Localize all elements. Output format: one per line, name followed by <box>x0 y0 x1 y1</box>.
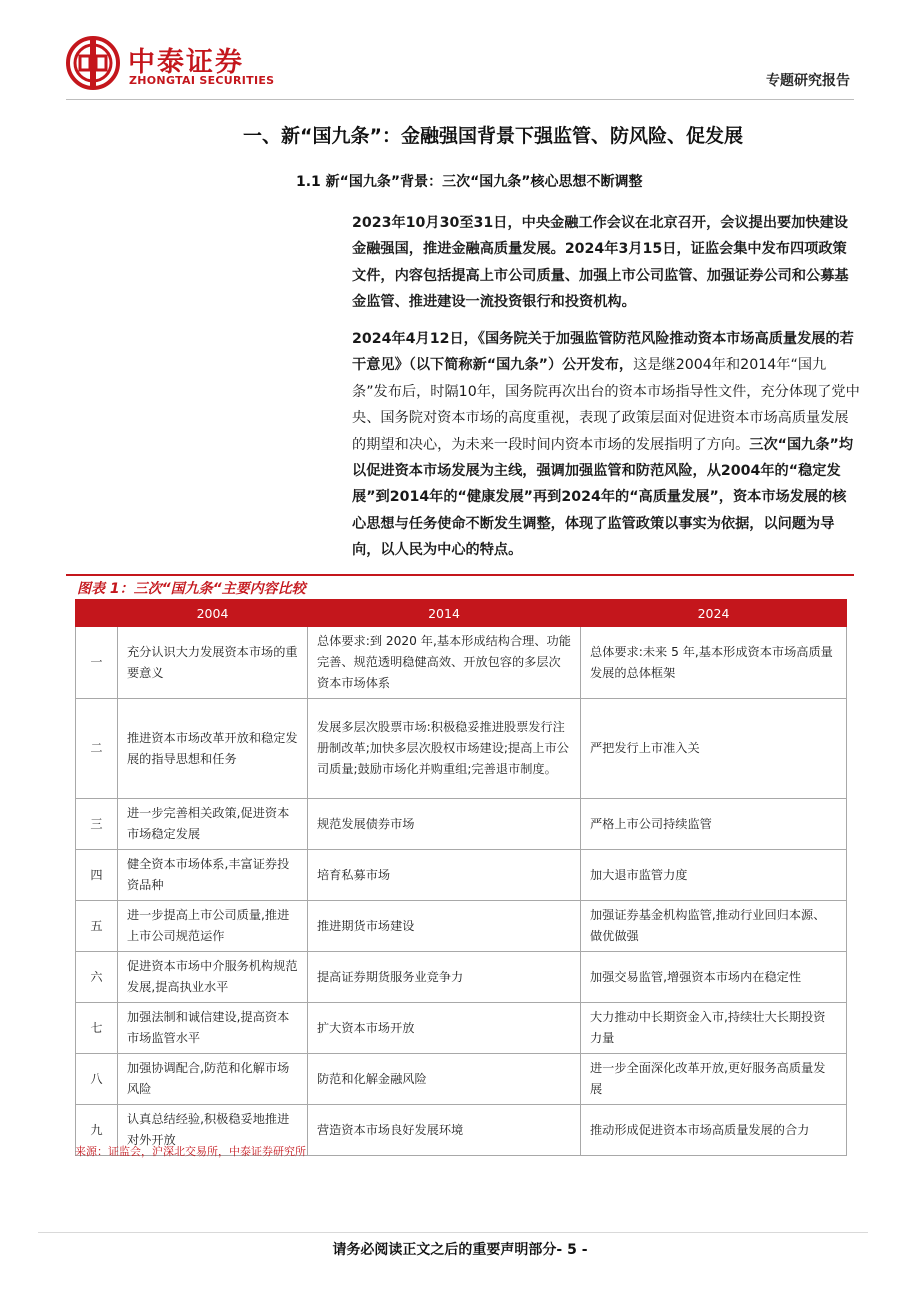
cell-2014: 扩大资本市场开放 <box>308 1003 581 1054</box>
report-type-label: 专题研究报告 <box>766 73 850 89</box>
column-header-2004: 2004 <box>118 600 308 627</box>
cell-2014: 推进期货市场建设 <box>308 901 581 952</box>
cell-2004: 进一步完善相关政策,促进资本市场稳定发展 <box>118 799 308 850</box>
zhongtai-logo-icon <box>66 36 120 90</box>
table-row <box>76 850 847 901</box>
table-row <box>76 1054 847 1105</box>
cell-2024: 总体要求:未来 5 年,基本形成资本市场高质量发展的总体框架 <box>581 627 847 699</box>
row-number: 四 <box>76 850 118 901</box>
column-header-index <box>76 600 118 627</box>
column-header-2024: 2024 <box>581 600 847 627</box>
figure-source: 来源：证监会，沪深北交易所，中泰证券研究所 <box>75 1145 306 1158</box>
row-number: 六 <box>76 952 118 1003</box>
table-row <box>76 699 847 799</box>
cell-2024: 加强证券基金机构监管,推动行业回归本源、做优做强 <box>581 901 847 952</box>
cell-2014: 发展多层次股票市场:积极稳妥推进股票发行注册制改革;加快多层次股权市场建设;提高上市公司质量;鼓励市场化并购重组;完善退市制度。 <box>308 699 581 799</box>
table-row <box>76 952 847 1003</box>
cell-2004: 充分认识大力发展资本市场的重要意义 <box>118 627 308 699</box>
table-row <box>76 627 847 699</box>
cell-2014: 规范发展债券市场 <box>308 799 581 850</box>
row-number: 五 <box>76 901 118 952</box>
cell-2014: 提高证券期货服务业竞争力 <box>308 952 581 1003</box>
paragraph-2-lead: 2024年4月12日，《国务院关于加强监管防范风险推动资本市场高质量发展的若干意见》（以下简称新“国九条”）公开发布， <box>352 331 854 374</box>
table-row <box>76 1003 847 1054</box>
logo-chinese-name: 中泰证券 <box>128 47 244 78</box>
cell-2024: 推动形成促进资本市场高质量发展的合力 <box>581 1105 847 1156</box>
cell-2004: 加强法制和诚信建设,提高资本市场监管水平 <box>118 1003 308 1054</box>
comparison-table <box>75 599 847 1156</box>
section-heading: 一、新“国九条”：金融强国背景下强监管、防风险、促发展 <box>243 125 743 147</box>
row-number: 九 <box>76 1105 118 1156</box>
row-number: 三 <box>76 799 118 850</box>
cell-2024: 加强交易监管,增强资本市场内在稳定性 <box>581 952 847 1003</box>
cell-2004: 推进资本市场改革开放和稳定发展的指导思想和任务 <box>118 699 308 799</box>
cell-2024: 进一步全面深化改革开放,更好服务高质量发展 <box>581 1054 847 1105</box>
cell-2024: 大力推动中长期资金入市,持续壮大长期投资力量 <box>581 1003 847 1054</box>
cell-2014: 营造资本市场良好发展环境 <box>308 1105 581 1156</box>
page-footer: 请务必阅读正文之后的重要声明部分- 5 - <box>332 1242 588 1258</box>
row-number: 七 <box>76 1003 118 1054</box>
page-header <box>0 0 920 110</box>
row-number: 八 <box>76 1054 118 1105</box>
table-row <box>76 799 847 850</box>
cell-2014: 防范和化解金融风险 <box>308 1054 581 1105</box>
paragraph-2-conclusion: 三次“国九条”均以促进资本市场发展为主线，强调加强监管和防范风险，从2004年的“稳定发展”到2014年的“健康发展”再到2024年的“高质量发展”，资本市场发展的核心思想与任务使命不断发生调整，体现了监管政策以事实为依据，以问题为导向，以人民为中心的特点。 <box>352 436 854 559</box>
cell-2004: 加强协调配合,防范和化解市场风险 <box>118 1054 308 1105</box>
footer-divider <box>38 1232 868 1233</box>
company-logo <box>66 36 276 94</box>
header-divider <box>66 99 854 100</box>
cell-2004: 进一步提高上市公司质量,推进上市公司规范运作 <box>118 901 308 952</box>
column-header-2014: 2014 <box>308 600 581 627</box>
paragraph-2 <box>352 326 860 564</box>
cell-2004: 促进资本市场中介服务机构规范发展,提高执业水平 <box>118 952 308 1003</box>
row-number: 一 <box>76 627 118 699</box>
cell-2004: 健全资本市场体系,丰富证券投资品种 <box>118 850 308 901</box>
cell-2024: 严格上市公司持续监管 <box>581 799 847 850</box>
subsection-heading: 1.1 新“国九条”背景：三次“国九条”核心思想不断调整 <box>296 174 643 190</box>
cell-2014: 培育私募市场 <box>308 850 581 901</box>
table-header-row <box>76 600 847 627</box>
logo-english-name: ZHONGTAI SECURITIES <box>129 74 275 87</box>
figure-title-rule <box>66 574 854 576</box>
cell-2024: 加大退市监管力度 <box>581 850 847 901</box>
paragraph-1: 2023年10月30至31日，中央金融工作会议在北京召开，会议提出要加快建设金融强国，推进金融高质量发展。2024年3月15日，证监会集中发布四项政策文件，内容包括提高上市公司质量、加强上市公司监管、加强证券公司和公募基金监管、推进建设一流投资银行和投资机构。 <box>352 215 849 311</box>
cell-2004: 认真总结经验,积极稳妥地推进对外开放 <box>118 1105 308 1156</box>
row-number: 二 <box>76 699 118 799</box>
figure-title: 图表 1：三次“国九条“主要内容比较 <box>77 581 306 597</box>
cell-2024: 严把发行上市准入关 <box>581 699 847 799</box>
paragraph-2-body: 这是继2004年和2014年“国九条”发布后，时隔10年，国务院再次出台的资本市场指导性文件，充分体现了党中央、国务院对资本市场的高度重视，表现了政策层面对促进资本市场高质量发展的期望和决心，为未来一段时间内资本市场的发展指明了方向。 <box>352 357 860 453</box>
cell-2014: 总体要求:到 2020 年,基本形成结构合理、功能完善、规范透明稳健高效、开放包容的多层次资本市场体系 <box>308 627 581 699</box>
table-row <box>76 901 847 952</box>
